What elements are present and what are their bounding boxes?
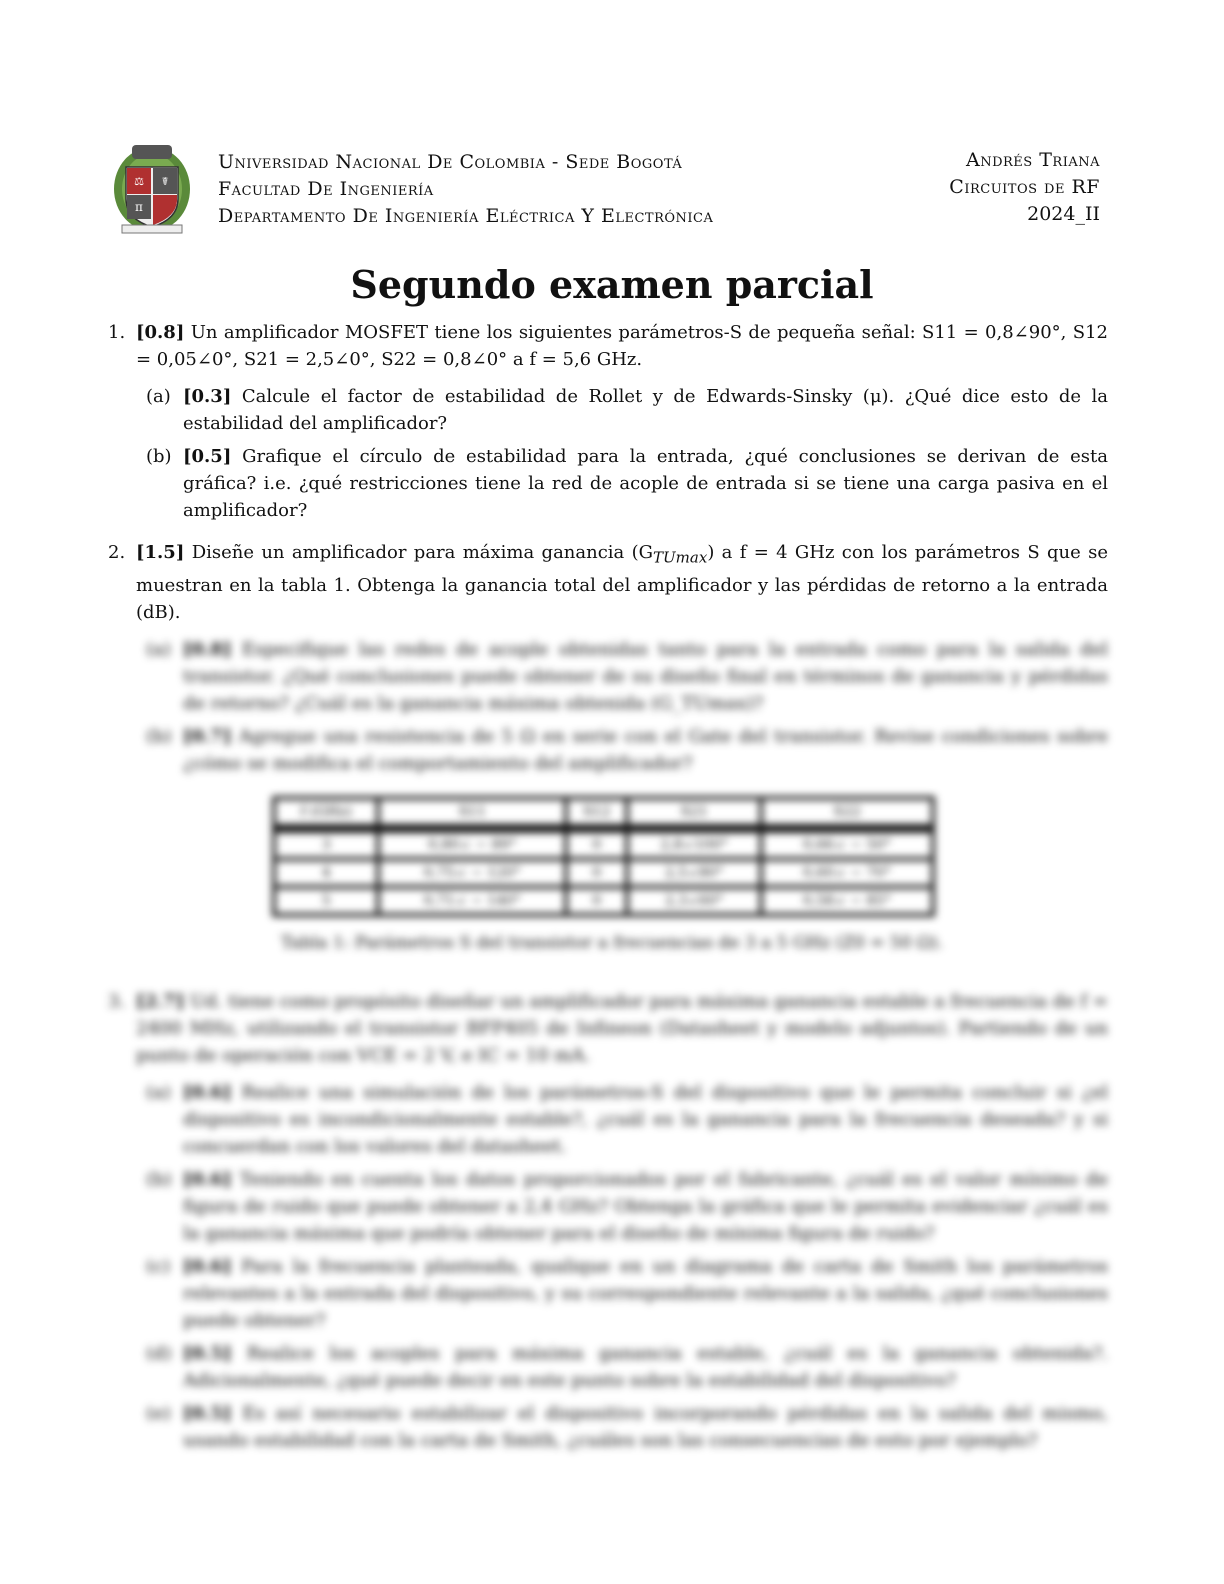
table-cell: 0,71∠ − 140°: [378, 887, 566, 915]
university-name: Universidad Nacional De Colombia - Sede Bogotá: [218, 151, 683, 173]
subquestion-points: [0.5]: [183, 1343, 232, 1364]
question-number: 1.: [108, 322, 126, 343]
subquestion-text: Calcule el factor de estabilidad de Rollet y de Edwards-Sinsky (μ). ¿Qué dice esto de la estabilidad del amplificador?: [183, 386, 1108, 434]
subquestion-text: Para la frecuencia planteada, qualique en un diagrama de carta de Smith los parámetros relevantes a la entrada del dispositivo, y su correspondiente relevante a la salida, ¿qué conclusiones puede obtener?: [183, 1256, 1108, 1331]
table-cell: 0: [566, 887, 627, 915]
subquestion-3c: [146, 1253, 1108, 1334]
question-number: 2.: [108, 542, 126, 563]
table-cell: 3: [274, 829, 378, 860]
subquestion-points: [0.6]: [183, 1082, 232, 1103]
table-caption: Tabla 1: Parámetros S del transistor a frecuencias de 3 a 5 GHz (Z0 = 50 Ω).: [280, 933, 944, 953]
term: 2024_II: [1027, 203, 1100, 225]
table-cell: 4: [274, 859, 378, 887]
table-cell: 0,75∠ − 120°: [378, 859, 566, 887]
subquestion-text: Es así necesario estabilizar el dispositivo incorporando pérdidas en la salida del mismo, usando estabilidad con la carta de Smith, ¿cuáles son las consecuencias de esto por ejemplo?: [183, 1403, 1108, 1451]
page-title: Segundo examen parcial: [350, 262, 874, 307]
table-row: [274, 829, 933, 860]
subquestion-points: [0.6]: [183, 1169, 232, 1190]
subquestion-text: Agregue una resistencia de 5 Ω en serie con el Gate del transistor. Revise condiciones sobre ¿cómo se modifica el comportamiento del amplificador?: [183, 725, 1108, 774]
question-3: [108, 988, 1108, 1454]
table-cell: 0: [566, 859, 627, 887]
subquestion-3e: [146, 1400, 1108, 1454]
svg-text:☤: ☤: [161, 175, 169, 188]
subquestion-label: (d): [146, 1343, 172, 1364]
table-cell: 2,5∠80°: [627, 859, 761, 887]
subquestion-points: [0.5]: [183, 446, 232, 467]
faculty-name: Facultad De Ingeniería: [218, 178, 434, 200]
table-header: S12: [566, 798, 627, 829]
subquestion-points: [0.5]: [183, 1403, 232, 1424]
subquestion-points: [0.8]: [183, 638, 232, 660]
subquestion-label: (b): [146, 1169, 172, 1190]
table-header: S21: [627, 798, 761, 829]
question-points: [2.7]: [136, 991, 185, 1012]
table-cell: 2,3∠60°: [627, 887, 761, 915]
course-name: Circuitos de RF: [949, 176, 1100, 198]
table-cell: 0,66∠ − 50°: [761, 829, 933, 860]
subquestion-label: (a): [146, 386, 171, 407]
subquestion-1b: [146, 443, 1108, 524]
table-row: [274, 859, 933, 887]
svg-text:π: π: [135, 200, 143, 214]
subquestion-3b: [146, 1166, 1108, 1247]
subquestion-label: (b): [146, 725, 172, 747]
author-block: [949, 147, 1100, 228]
table-cell: 2,8∠100°: [627, 829, 761, 860]
subquestion-label: (e): [146, 1403, 171, 1424]
question-points: [1.5]: [136, 542, 185, 563]
subquestion-label: (c): [146, 1256, 171, 1277]
table-header: f (GHz): [274, 798, 378, 829]
table-cell: 0,58∠ − 85°: [761, 887, 933, 915]
gain-subscript: TUmax: [653, 548, 708, 567]
question-points: [0.8]: [136, 322, 185, 343]
subquestion-label: (b): [146, 446, 172, 467]
question-text-pre: Diseñe un amplificador para máxima ganancia (G: [191, 542, 654, 563]
question-1: [108, 319, 1108, 524]
subquestion-text: Realice una simulación de los parámetros-S del dispositivo que le permita concluir si ¿el dispositivo es incondicionalmente estable?, ¿cuál es la ganancia para la frecuencia deseada? y si concuerdan con los valores del datasheet.: [183, 1082, 1108, 1157]
subquestion-text: Grafique el círculo de estabilidad para la entrada, ¿qué conclusiones se derivan de esta gráfica? i.e. ¿qué restricciones tiene la red de acople de entrada si se tiene una carga pasiva en el amplificador?: [183, 446, 1108, 521]
author-name: Andrés Triana: [966, 149, 1100, 171]
subquestion-points: [0.7]: [183, 725, 232, 747]
question-text: Un amplificador MOSFET tiene los siguientes parámetros-S de pequeña señal: S11 = 0,8∠90°, S12 = 0,05∠0°, S21 = 2,5∠0°, S22 = 0,8∠0° a f = 5,6 GHz.: [136, 322, 1108, 370]
subquestion-label: (a): [146, 638, 171, 660]
subquestion-2a: [146, 636, 1108, 717]
subquestion-label: (a): [146, 1082, 171, 1103]
table-row: [274, 887, 933, 915]
s-parameters-table: [272, 796, 935, 917]
department-name: Departamento De Ingeniería Eléctrica Y Electrónica: [218, 205, 714, 227]
subquestion-1a: [146, 383, 1108, 437]
table-cell: 0,60∠ − 70°: [761, 859, 933, 887]
subquestion-text: Especifique las redes de acople obtenidas tanto para la entrada como para la salida del transistor. ¿Qué conclusiones puede obtener de su diseño final en términos de ganancia y pérdidas de retorno? ¿Cuál es la ganancia máxima obtenida (G_TUmax)?: [183, 638, 1108, 714]
subquestion-2b: [146, 723, 1108, 777]
question-text: Ud. tiene como propósito diseñar un amplificador para máxima ganancia estable a frecuencia de f = 2400 MHz, utilizando el transistor BFP405 de Infineon (Datasheet y modelo adjuntos). Partiendo de un punto de operación con VCE = 2 V, e IC = 10 mA.: [136, 991, 1109, 1066]
subquestion-points: [0.3]: [183, 386, 232, 407]
table-cell: 0,80∠ − 89°: [378, 829, 566, 860]
subquestion-text: Teniendo en cuenta los datos proporcionados por el fabricante, ¿cuál es el valor mínimo de figura de ruido que puede obtener a 2,4 GHz? Obtenga la gráfica que le permita evidenciar ¿cuál es la ganancia máxima que podría obtener para el diseño de mínima figura de ruido?: [183, 1169, 1108, 1244]
svg-text:⚖: ⚖: [134, 175, 144, 188]
university-seal-logo: [112, 137, 192, 237]
table-header: S22: [761, 798, 933, 829]
question-number: 3.: [108, 991, 126, 1012]
question-2: [108, 539, 1108, 777]
table-header-row: [274, 798, 933, 829]
institution-block: [218, 149, 713, 230]
table-cell: 0: [566, 829, 627, 860]
subquestion-points: [0.6]: [183, 1256, 232, 1277]
table-cell: 5: [274, 887, 378, 915]
subquestion-3d: [146, 1340, 1108, 1394]
question-text-post: ) a f = 4 GHz con los parámetros S que se muestran en la tabla 1. Obtenga la ganancia total del amplificador y las pérdidas de retorno a la entrada (dB).: [136, 542, 1108, 623]
subquestion-3a: [146, 1079, 1108, 1160]
subquestion-text: Realice los acoples para máxima ganancia estable, ¿cuál es la ganancia obtenida?. Adicionalmente, ¿qué puede decir en este punto sobre la estabilidad del dispositivo?: [183, 1343, 1108, 1391]
table-header: S11: [378, 798, 566, 829]
